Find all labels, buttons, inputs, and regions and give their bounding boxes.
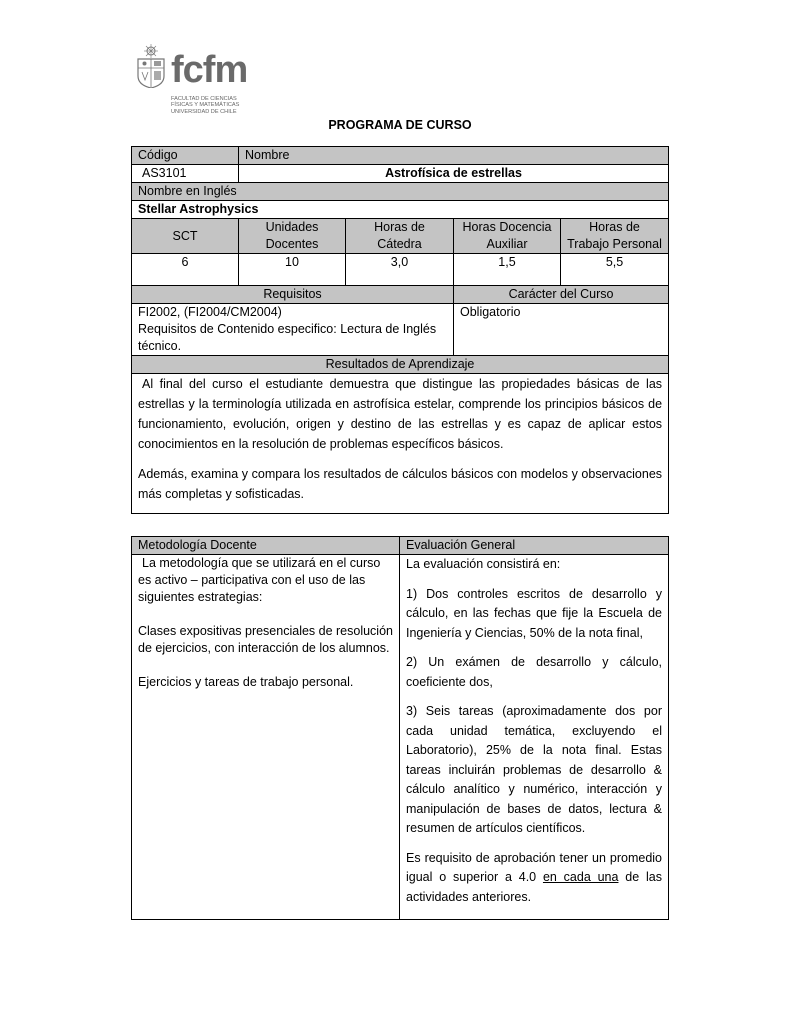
emphasis-underlined: en cada una	[542, 870, 619, 884]
metodologia-paragraph: Clases expositivas presenciales de resolución de ejercicios, con interacción de los alumnos.	[138, 624, 393, 655]
english-name: Stellar Astrophysics	[132, 201, 669, 219]
evaluacion-content	[400, 555, 669, 920]
evaluacion-item: 3) Seis tareas (aproximadamente dos por cada unidad temática, excluyendo el Laboratorio), 25% de la nota final. Estas tareas incluirán problemas de desarrollo & cálculo analítico y numérico, interacción y manipulación de bases de datos, lectura & resumen de artículos científicos.	[406, 704, 662, 835]
resultados-header: Resultados de Aprendizaje	[132, 356, 669, 374]
name-header: Nombre	[239, 147, 669, 165]
resultados-paragraph: Al final del curso el estudiante demuestra que distingue las propiedades básicas de las estrellas y la terminología utilizada en astrofísica estelar, comprende los principios básicos de funcionamiento, evolución, origen y destino de las estrellas y es capaz de aplicar estos conocimientos en la resolución de problemas específicos básicos.	[138, 377, 663, 451]
metric-header-catedra: Horas de Cátedra	[346, 219, 454, 254]
metric-value-catedra: 3,0	[346, 254, 454, 286]
fcfm-logo	[135, 44, 255, 120]
course-code: AS3101	[132, 165, 239, 183]
metodologia-paragraph: Ejercicios y tareas de trabajo personal.	[138, 675, 354, 689]
course-table	[131, 146, 669, 514]
university-shield-icon	[135, 44, 167, 88]
metric-value-sct: 6	[132, 254, 239, 286]
logo-brand-text: fcfm	[171, 49, 248, 91]
metodologia-content	[132, 555, 400, 920]
resultados-content	[132, 374, 669, 514]
methods-table	[131, 536, 669, 920]
metric-header-sct: SCT	[132, 219, 239, 254]
metric-value-auxiliar: 1,5	[454, 254, 561, 286]
evaluacion-final: Es requisito de aprobación tener un promedio igual o superior a 4.0 en cada una de las actividades anteriores.	[406, 850, 662, 904]
metric-header-unidades: Unidades Docentes	[239, 219, 346, 254]
metric-header-auxiliar: Horas Docencia Auxiliar	[454, 219, 561, 254]
caracter-header: Carácter del Curso	[454, 286, 669, 304]
document-title: PROGRAMA DE CURSO	[328, 118, 472, 132]
evaluacion-intro: La evaluación consistirá en:	[406, 557, 561, 571]
course-name: Astrofísica de estrellas	[239, 165, 669, 183]
metodologia-header: Metodología Docente	[132, 537, 400, 555]
evaluacion-header: Evaluación General	[400, 537, 669, 555]
metric-value-personal: 5,5	[561, 254, 669, 286]
english-name-header: Nombre en Inglés	[132, 183, 669, 201]
metodologia-paragraph: La metodología que se utilizará en el curso es activo – participativa con el uso de las siguientes estrategias:	[138, 556, 381, 604]
resultados-paragraph: Además, examina y compara los resultados de cálculos básicos con modelos y observaciones más completas y sofisticadas.	[138, 467, 663, 501]
caracter-value: Obligatorio	[454, 304, 669, 356]
logo-subtitle: FACULTAD DE CIENCIAS FÍSICAS Y MATEMÁTICAS UNIVERSIDAD DE CHILE	[171, 96, 240, 115]
metric-value-unidades: 10	[239, 254, 346, 286]
requisitos-header: Requisitos	[132, 286, 454, 304]
evaluacion-item: 2) Un exámen de desarrollo y cálculo, coeficiente dos,	[406, 655, 662, 689]
metric-header-personal: Horas de Trabajo Personal	[561, 219, 669, 254]
code-header: Código	[132, 147, 239, 165]
evaluacion-item: 1) Dos controles escritos de desarrollo y cálculo, en las fechas que fije la Escuela de Ingeniería y Ciencias, 50% de la nota final,	[406, 586, 662, 640]
requisitos-content: FI2002, (FI2004/CM2004) Requisitos de Contenido especifico: Lectura de Inglés técnico.	[132, 304, 454, 356]
